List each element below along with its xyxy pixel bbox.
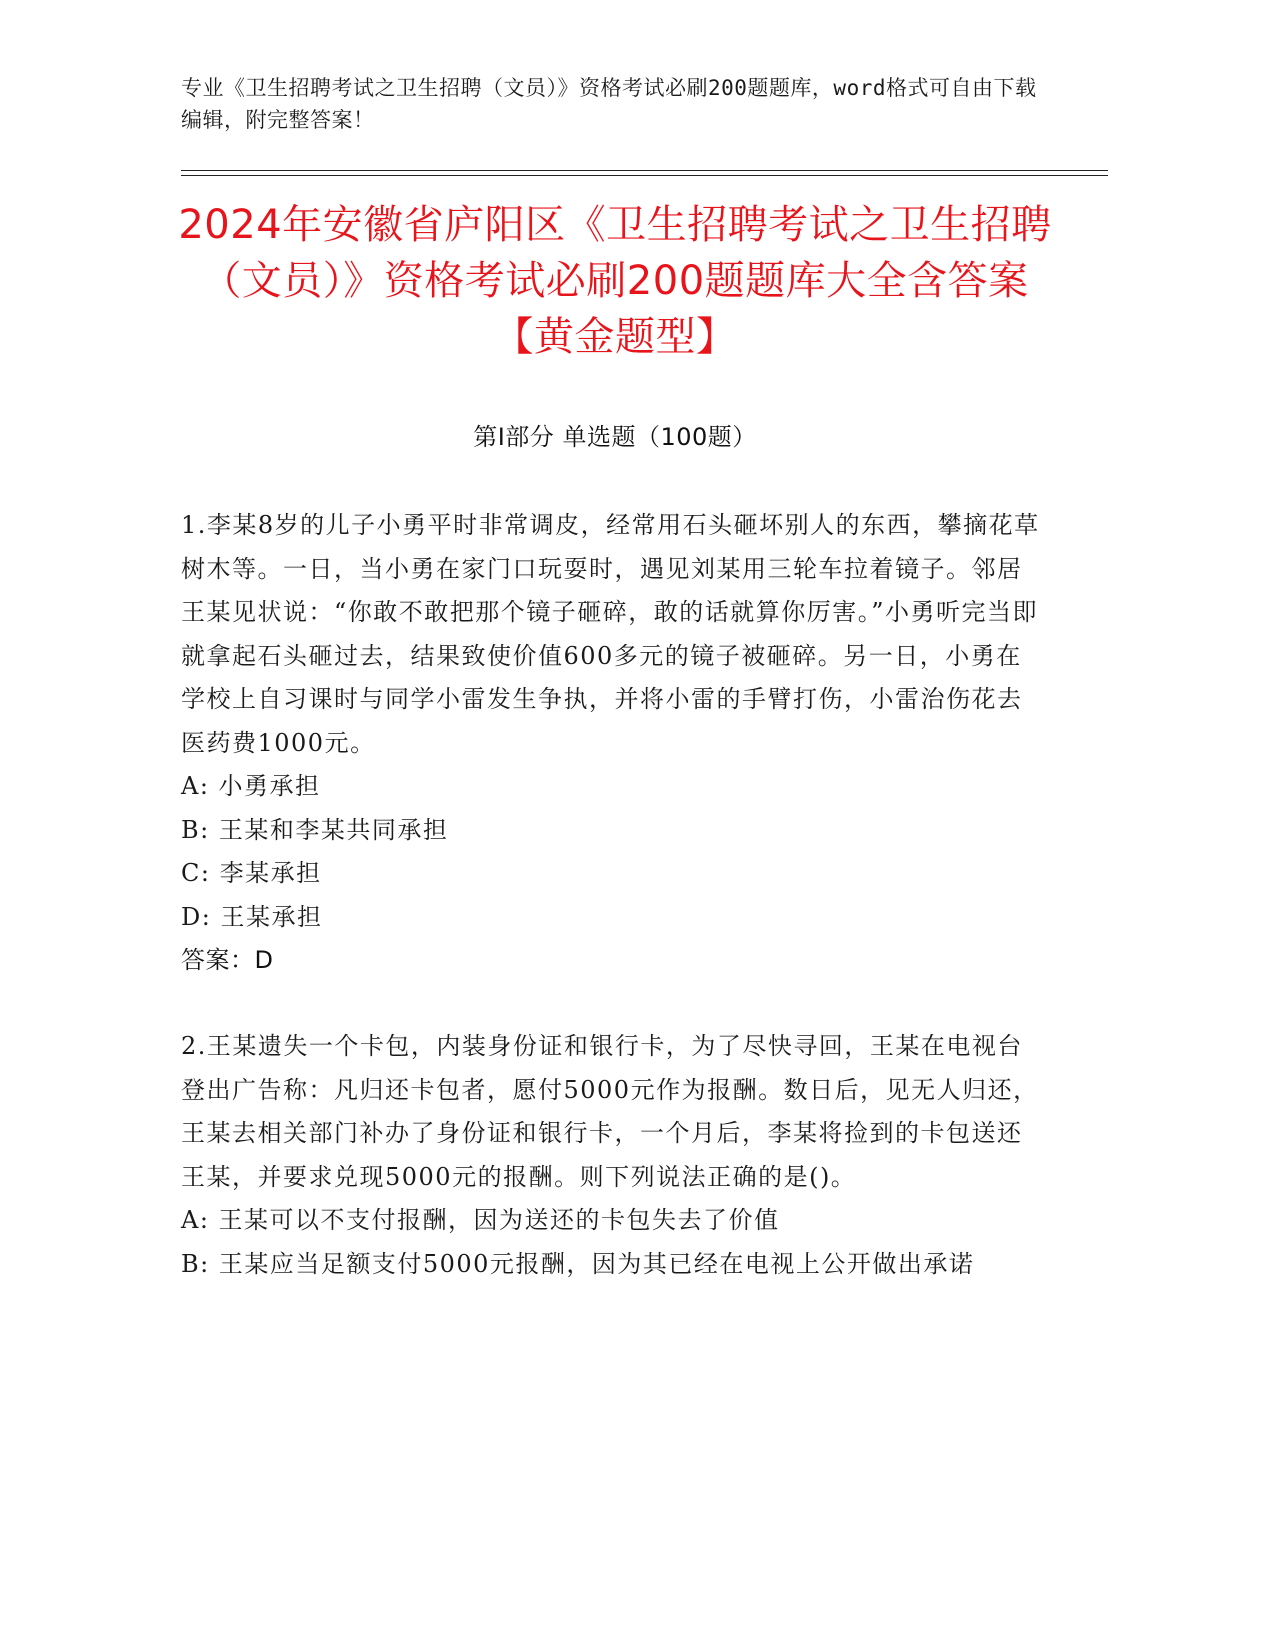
question-1: [181, 504, 1041, 983]
option-a: A: 小勇承担: [181, 772, 321, 800]
question-2: [181, 1025, 1041, 1286]
option-b: B: 王某应当足额支付5000元报酬，因为其已经在电视上公开做出承诺: [181, 1249, 975, 1278]
question-text: 2.王某遗失一个卡包，内装身份证和银行卡，为了尽快寻回，王某在电视台登出广告称：凡归还卡包者，愿付5000元作为报酬。数日后，见无人归还，王某去相关部门补办了身份证和银行卡，一个月后，李某将捡到的卡包送还王某，并要求兑现5000元的报酬。则下列说法正确的是()。: [181, 1032, 1039, 1191]
question-text: 1.李某8岁的儿子小勇平时非常调皮，经常用石头砸坏别人的东西，攀摘花草树木等。一日，当小勇在家门口玩耍时，遇见刘某用三轮车拉着镜子。邻居王某见状说：“你敢不敢把那个镜子砸碎，敢的话就算你厉害。”小勇听完当即就拿起石头砸过去，结果致使价值600多元的镜子被砸碎。另一日，小勇在学校上自习课时与同学小雷发生争执，并将小雷的手臂打伤，小雷治伤花去医药费1000元。: [181, 511, 1040, 757]
option-d: D: 王某承担: [181, 902, 323, 931]
header-note: 专业《卫生招聘考试之卫生招聘（文员）》资格考试必刷200题题库，word格式可自由下载编辑，附完整答案！: [181, 76, 1037, 132]
option-c: C: 李某承担: [181, 859, 322, 887]
header-divider-bottom: [181, 175, 1108, 176]
option-a: A: 王某可以不支付报酬，因为送还的卡包失去了价值: [181, 1206, 780, 1234]
document-title: 2024年安徽省庐阳区《卫生招聘考试之卫生招聘（文员）》资格考试必刷200题题库大全含答案【黄金题型】: [178, 202, 1052, 360]
section-heading: 第Ⅰ部分 单选题（100题）: [473, 423, 757, 451]
answer-line: 答案：D: [181, 946, 274, 974]
header-divider-top: [181, 170, 1108, 171]
option-b: B: 王某和李某共同承担: [181, 815, 449, 844]
